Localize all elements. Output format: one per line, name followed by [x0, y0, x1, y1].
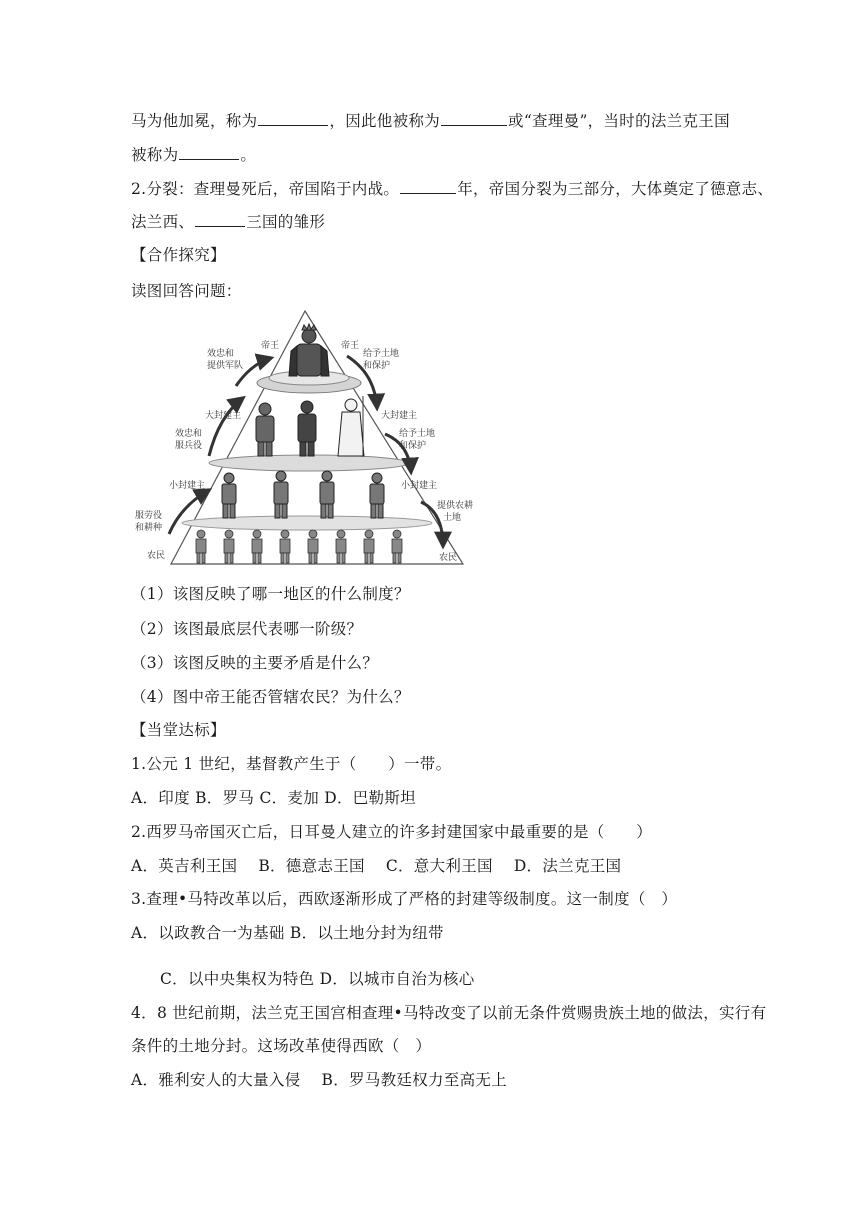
- upward-arrow-2: [209, 398, 243, 456]
- label-small-lord-left: 小封建主: [169, 481, 206, 491]
- label-labor-b: 和耕种: [135, 523, 163, 533]
- small-lord-figures: [222, 471, 384, 518]
- label-small-lord-right: 小封建主: [401, 481, 438, 491]
- practice-q3-options-cd: C．以中央集权为特色 D．以城市自治为核心: [160, 970, 475, 988]
- answer-blank[interactable]: [179, 145, 239, 160]
- label-loyalty-2b: 服兵役: [175, 441, 203, 451]
- label-loyalty-1a: 效忠和: [207, 349, 235, 359]
- practice-q4-cont: 条件的土地分封。这场改革使得西欧（ ）: [131, 1037, 432, 1055]
- label-peasant-right: 农民: [439, 553, 458, 563]
- label-give-land-1a: 给予土地: [363, 349, 400, 359]
- label-loyalty-1b: 提供军队: [207, 361, 244, 371]
- practice-q3: 3.查理•马特改革以后，西欧逐渐形成了严格的封建等级制度。这一制度（ ）: [131, 890, 678, 908]
- answer-blank[interactable]: [195, 212, 245, 227]
- label-peasant-left: 农民: [147, 551, 166, 561]
- label-give-land-2b: 和保护: [399, 441, 427, 451]
- small-lord-platform: [182, 516, 432, 530]
- reading-instruction: 读图回答问题：: [131, 282, 242, 300]
- text-segment: 三国的雏形: [246, 213, 326, 231]
- practice-q4-options-ab: A．雅利安人的大量入侵 B．罗马教廷权力至高无上: [131, 1071, 508, 1089]
- king-figure: [289, 324, 329, 376]
- label-labor-a: 服劳役: [135, 511, 163, 521]
- practice-q3-options-ab: A．以政教合一为基础 B．以土地分封为纽带: [131, 924, 444, 942]
- label-king-right: 帝王: [341, 341, 360, 351]
- text-segment: 马为他加冕，称为: [131, 112, 258, 130]
- upward-arrow-3: [169, 490, 209, 534]
- text-segment: 法兰西、: [131, 213, 195, 231]
- peasant-figures: [196, 530, 402, 563]
- question-4: （4）图中帝王能否管辖农民？为什么？: [131, 688, 410, 706]
- feudal-pyramid-figure: [131, 306, 481, 568]
- text-segment: 2.分裂：查理曼死后，帝国陷于内战。: [131, 180, 400, 198]
- feudal-pyramid-svg: [131, 306, 481, 568]
- practice-q1: 1.公元 1 世纪，基督教产生于（ ）一带。: [131, 755, 452, 773]
- text-segment: ，因此他被称为: [329, 112, 441, 130]
- answer-blank[interactable]: [258, 111, 328, 126]
- great-lord-platform: [209, 455, 409, 471]
- answer-blank[interactable]: [441, 111, 507, 126]
- label-give-land-2a: 给予土地: [399, 429, 436, 439]
- label-give-land-1b: 和保护: [363, 361, 391, 371]
- text-segment: 或“查理曼”，当时的法兰克王国: [508, 112, 730, 130]
- label-king-left: 帝王: [261, 341, 280, 351]
- fill-in-line-3: [131, 179, 773, 199]
- section-heading-practice: 【当堂达标】: [131, 721, 226, 739]
- fill-in-line-1: [131, 111, 730, 131]
- practice-q1-options: A．印度 B．罗马 C．麦加 D．巴勒斯坦: [131, 789, 416, 807]
- text-segment: 被称为: [131, 146, 179, 164]
- label-loyalty-2a: 效忠和: [175, 429, 203, 439]
- fill-in-line-4: [131, 212, 325, 232]
- question-1: （1）该图反映了哪一地区的什么制度？: [131, 585, 410, 603]
- text-segment: 年，帝国分裂为三部分，大体奠定了德意志、: [457, 180, 774, 198]
- practice-q2-options: A．英吉利王国 B．德意志王国 C．意大利王国 D．法兰克王国: [131, 857, 622, 875]
- text-segment: 。: [240, 146, 257, 164]
- label-farmland-a: 提供农耕: [437, 501, 474, 511]
- label-farmland-b: 土地: [443, 513, 462, 523]
- practice-q2: 2.西罗马帝国灭亡后，日耳曼人建立的许多封建国家中最重要的是（ ）: [131, 823, 652, 841]
- label-great-lord-left: 大封建主: [205, 411, 242, 421]
- question-2: （2）该图最底层代表哪一阶级？: [131, 620, 363, 638]
- section-heading-cooperation: 【合作探究】: [131, 246, 226, 264]
- answer-blank[interactable]: [400, 179, 456, 194]
- fill-in-line-2: [131, 145, 256, 165]
- question-3: （3）该图反映的主要矛盾是什么？: [131, 654, 379, 672]
- practice-q4: 4．8 世纪前期，法兰克王国宫相查理•马特改变了以前无条件赏赐贵族土地的做法，实行有: [131, 1004, 767, 1022]
- label-great-lord-right: 大封建主: [381, 411, 418, 421]
- great-lord-figures: [256, 396, 364, 456]
